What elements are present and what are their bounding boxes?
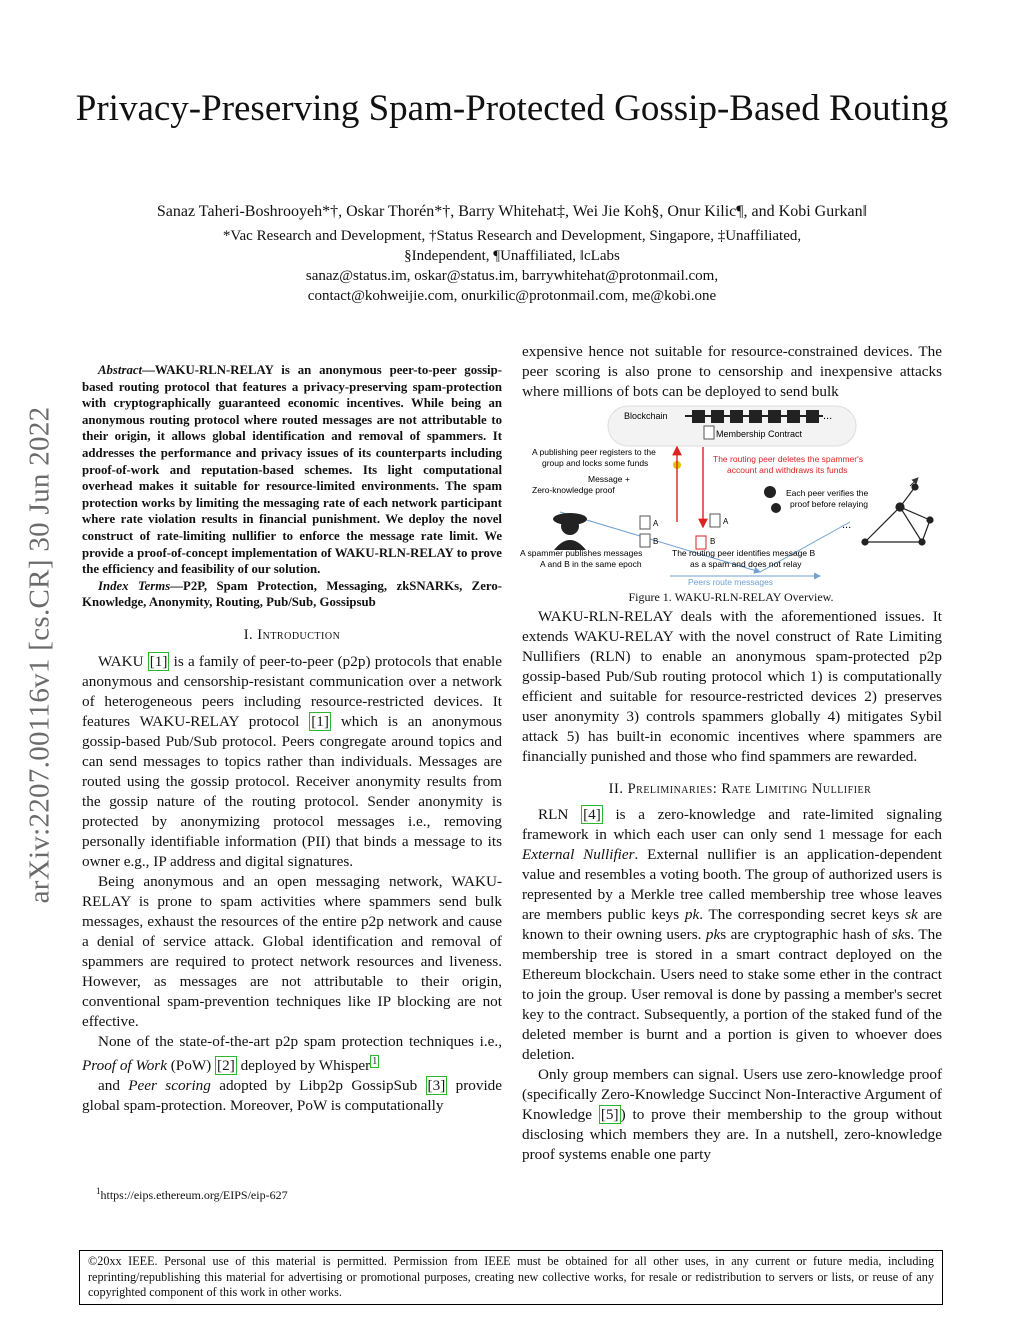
- left-column: [82, 362, 502, 1116]
- message-a-doc-2: [710, 514, 720, 527]
- footnote-mark: 1: [96, 1186, 101, 1196]
- paragraph: None of the state-of-the-art p2p spam protection techniques i.e., Proof of Work (PoW) [2] deployed by Whisper $^1$: [82, 1032, 502, 1074]
- right-column-body: [522, 607, 942, 1165]
- section-1-heading: I. Introduction: [243, 626, 341, 643]
- right-column-top: [522, 342, 942, 402]
- msg-label-2: Zero-knowledge proof: [532, 485, 615, 495]
- deletes-label: The routing peer deletes the spammer's: [713, 454, 863, 464]
- arxiv-id: arXiv:2207.00116v1 [cs.CR] 30 Jun 2022: [23, 406, 56, 904]
- index-terms: —P2P, Spam Protection, Messaging, zkSNARKs, Zero-Knowledge, Anonymity, Routing, Pub/Sub, Gossipsub: [82, 578, 502, 610]
- section-1-body: [82, 652, 502, 1116]
- peer-node-icon: [764, 486, 776, 498]
- footnote: [96, 1186, 496, 1203]
- arxiv-sidebar: [10, 360, 70, 950]
- verifies-label: Each peer verifies the: [786, 488, 869, 498]
- identifies-label-2: as a spam and does not relay: [690, 559, 802, 569]
- email-line-1: sanaz@status.im, oskar@status.im, barrywhitehat@protonmail.com,: [305, 268, 719, 284]
- verifies-label-2: proof before relaying: [790, 499, 868, 509]
- paper-title: Privacy-Preserving Spam-Protected Gossip-Based Routing: [75, 88, 949, 129]
- contract-label: Membership Contract: [716, 429, 803, 439]
- peers-route-label: Peers route messages: [688, 577, 774, 587]
- paragraph: Being anonymous and an open messaging network, WAKU-RELAY is prone to spam activities where spammers send bulk messages, exhaust the resources of the entire p2p network and cause a denial of service attack. Global identification and removal of spammers are required to protect network resources and liveness. However, as messages are not attributable to their origin, conventional spam-prevention techniques like IP blocking are not effective.: [82, 872, 502, 1030]
- peers-ellipsis: ...: [842, 519, 852, 531]
- affiliation-line-2: §Independent, ¶Unaffiliated, ‖cLabs: [404, 248, 620, 264]
- register-label: A publishing peer registers to the: [532, 447, 656, 457]
- figure-caption: Figure 1. WAKU-RLN-RELAY Overview.: [628, 590, 834, 604]
- register-label-2: group and locks some funds: [542, 458, 649, 468]
- message-b-label-2: B: [710, 537, 716, 546]
- spammer-label-2: A and B in the same epoch: [540, 559, 642, 569]
- abstract-label: Abstract: [98, 363, 143, 377]
- spammer-label: A spammer publishes messages: [520, 548, 643, 558]
- abstract: [82, 362, 502, 611]
- footnote-url[interactable]: https://eips.ethereum.org/EIPS/eip-627: [100, 1188, 288, 1202]
- citation-link[interactable]: [5]: [600, 1106, 619, 1123]
- contract-doc-icon: [704, 426, 714, 439]
- paragraph: RLN [4] is a zero-knowledge and rate-limited signaling framework in which each user can only send 1 message for each External Nullifier. External nullifier is an application-dependent value and resembles a voting booth. The group of authorized users is represented by a Merkle tree called membership tree whose leaves are members public keys pk. The corresponding secret keys sk are known to their owning users. pks are cryptographic hash of sks. The membership tree is stored in a smart contract deployed on the Ethereum blockchain. Users need to stake some ether in the contract to join the group. User removal is done by passing a member's secret key to the contract. Subsequently, a portion of the staked fund of the deleted member is burnt and a portion is given to whoever does deletion.: [522, 806, 943, 1063]
- citation-link[interactable]: [1]: [149, 652, 168, 670]
- figure-1: [520, 402, 942, 588]
- citation-link[interactable]: [2]: [217, 1056, 235, 1074]
- author-list: Sanaz Taheri-Boshrooyeh*†, Oskar Thorén*†, Barry Whitehat‡, Wei Jie Koh§, Onur Kilic¶, and Kobi Gurkan‖: [156, 203, 868, 220]
- section-2-heading: II. Preliminaries: Rate Limiting Nullifier: [608, 781, 872, 797]
- deletes-label-2: account and withdraws its funds: [727, 465, 848, 475]
- figure-diagram: [520, 402, 942, 588]
- footnote-link[interactable]: 1: [372, 1055, 378, 1067]
- index-terms-label: Index Terms: [98, 578, 171, 593]
- message-b-label: B: [653, 537, 659, 546]
- paragraph: WAKU-RLN-RELAY deals with the aforementioned issues. It extends WAKU-RELAY with the novel construct of Rate Limiting Nullifiers (RLN) to enable an anonymous spam-protected p2p gossip-based Pub/Sub routing protocol which 1) is computationally efficient and suitable for resource-restricted devices 2) preserves user anonymity 3) controls spammers globally 4) mitigates Sybil attack 5) has built-in economic incentives where spammers are financially punished and those who find spammers are rewarded.: [522, 608, 942, 765]
- spammer-icon: [553, 513, 587, 550]
- blockchain-label: Blockchain: [624, 411, 668, 421]
- message-a-doc: [640, 516, 650, 529]
- msg-label: Message +: [588, 474, 630, 484]
- citation-link[interactable]: [1]: [311, 712, 329, 730]
- network-graph: [862, 484, 933, 545]
- citation-link[interactable]: [3]: [427, 1076, 446, 1094]
- email-line-2: contact@kohweijie.com, onurkilic@protonmail.com, me@kobi.one: [307, 288, 717, 304]
- message-a-label: A: [653, 519, 659, 528]
- message-a-label-2: A: [723, 517, 729, 526]
- chain-ellipsis: ...: [823, 410, 833, 422]
- copyright-notice: ©20xx IEEE. Personal use of this material is permitted. Permission from IEEE must be obtained for all other uses, in any current or future media, including reprinting/republishing this material for advertising or promotional purposes, creating new collective works, for resale or redistribution to servers or lists, or reuse of any copyrighted component of this work in other works.: [79, 1250, 943, 1305]
- peer-node-icon: [771, 503, 781, 513]
- paragraph: WAKU [1] is a family of peer-to-peer (p2p) protocols that enable anonymous and censorship-resistant communication over a network of heterogeneous peers including resource-restricted devices. It features WAKU-RELAY protocol [1] which is an anonymous gossip-based Pub/Sub protocol. Peers congregate around topics and can send messages to topics rather than individuals. Messages are routed using the gossip protocol. Receiver anonymity results from the gossip nature of the routing protocol. Sender anonymity is protected by anonymizing protocol messages i.e., removing personally identifiable information (PII) that binds a message to its owner e.g., IP address and digital signatures.: [82, 652, 503, 870]
- paragraph: Only group members can signal. Users use zero-knowledge proof (specifically Zero-Knowledge Succinct Non-Interactive Argument of Knowledge [5] ) to prove their membership to the group without disclosing which members they are. In a nutshell, zero-knowledge proof systems enable one party: [522, 1066, 942, 1163]
- message-b-doc: [640, 534, 650, 547]
- abstract-text: —WAKU-RLN-RELAY is an anonymous peer-to-peer gossip-based routing protocol that features a privacy-preserving spam-protection with cryptographically guaranteed economic incentives. While being an anonymous routing protocol where routed messages are not attributable to their origin, it allows global identification and removal of spammers. It addresses the performance and privacy issues of its counterparts including proof-of-work and reputation-based schemes. Its light computational overhead makes it suitable for resource-limited environments. The spam protection works by limiting the messaging rate of each network participant where rate violation results in financial punishment. We deploy the novel construct of rate-limiting nullifier to enforce the message rate limit. We provide a proof-of-concept implementation of WAKU-RLN-RELAY to prove the efficiency and feasibility of our solution.: [82, 363, 502, 577]
- identifies-label: The routing peer identifies message B: [672, 548, 816, 558]
- citation-link[interactable]: [4]: [583, 806, 601, 823]
- paragraph: and Peer scoring adopted by Libp2p GossipSub [3] provide global spam-protection. Moreover, PoW is computationally: [82, 1076, 503, 1114]
- affiliations: [60, 226, 964, 306]
- affiliation-line-1: *Vac Research and Development, †Status Research and Development, Singapore, ‡Unaffiliated,: [222, 228, 802, 244]
- paragraph: expensive hence not suitable for resource-constrained devices. The peer scoring is also prone to censorship and inexpensive attacks where millions of bots can be deployed to send bulk: [522, 343, 942, 400]
